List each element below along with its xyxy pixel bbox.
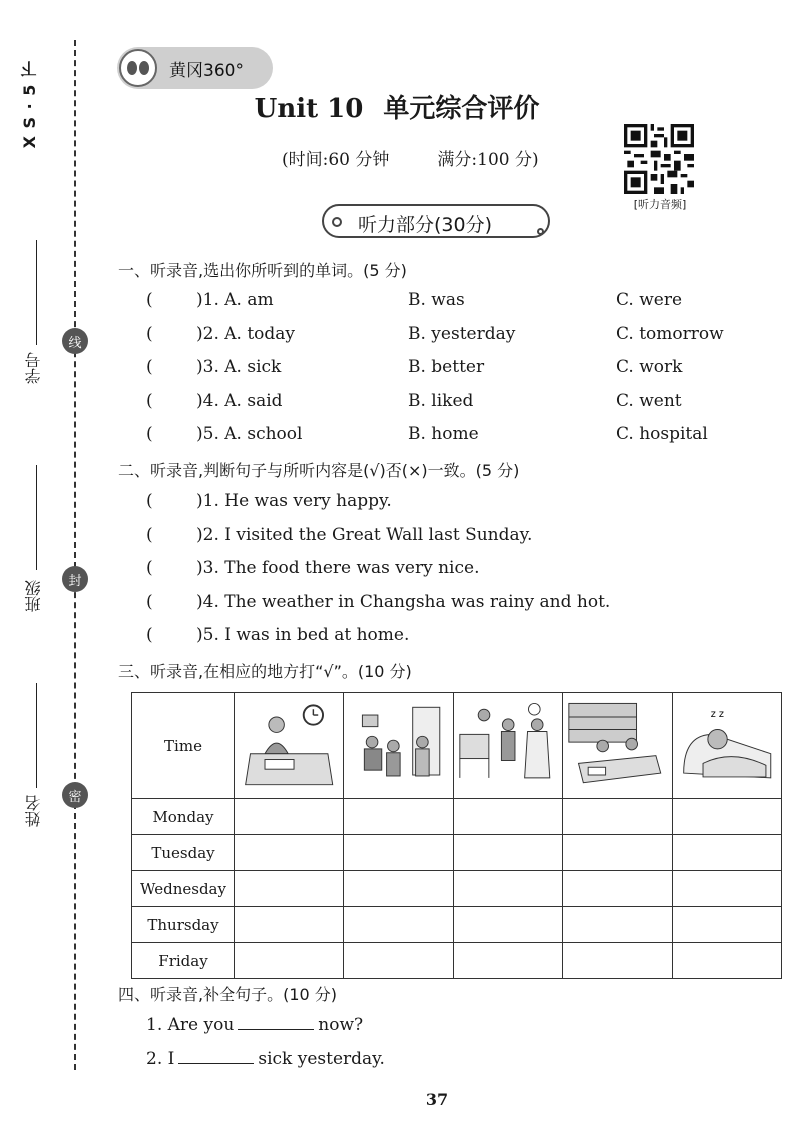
- day-label: Friday: [132, 943, 235, 979]
- part1-heading: 一、听录音,选出你所听到的单词。(5 分): [118, 261, 407, 280]
- listening-section-banner: [322, 204, 550, 238]
- option-c: C. went: [616, 391, 682, 411]
- seal-line-mark: 线: [62, 328, 88, 354]
- table-row: [132, 943, 782, 979]
- option-a: )3. A. sick: [196, 357, 282, 377]
- option-c: C. were: [616, 290, 683, 310]
- part2-heading: 二、听录音,判断句子与所听内容是(√)否(×)一致。(5 分): [118, 461, 520, 480]
- check-cell[interactable]: [563, 871, 672, 907]
- exam-info: [282, 145, 539, 170]
- table-row: [132, 871, 782, 907]
- answer-bracket-open[interactable]: (: [146, 491, 153, 511]
- answer-blank[interactable]: [178, 1049, 254, 1064]
- student-id-line[interactable]: [36, 240, 37, 345]
- brand-badge: [117, 47, 273, 89]
- hospital-visit-icon: [455, 694, 561, 797]
- sentence-start: 1. Are you: [146, 1015, 235, 1035]
- option-a: )4. A. said: [196, 391, 283, 411]
- class-line[interactable]: [36, 465, 37, 570]
- check-cell[interactable]: [235, 799, 344, 835]
- answer-bracket-open[interactable]: (: [146, 290, 153, 310]
- unit-label: Unit 10: [254, 94, 364, 124]
- statement-text: )1. He was very happy.: [196, 491, 392, 511]
- check-cell[interactable]: [235, 835, 344, 871]
- day-label: Thursday: [132, 907, 235, 943]
- check-cell[interactable]: [672, 907, 781, 943]
- girl-at-desk-icon: [236, 694, 342, 797]
- check-cell[interactable]: [344, 943, 453, 979]
- page-number: 37: [425, 1090, 449, 1109]
- option-a: )5. A. school: [196, 424, 303, 444]
- picture-girl-at-desk: [235, 693, 344, 799]
- option-b: B. yesterday: [408, 324, 516, 344]
- check-cell[interactable]: [344, 871, 453, 907]
- answer-bracket-open[interactable]: (: [146, 525, 153, 545]
- sentence-start: 2. I: [146, 1049, 175, 1069]
- schedule-table: [131, 692, 782, 979]
- check-cell[interactable]: [453, 799, 562, 835]
- answer-bracket-open[interactable]: (: [146, 625, 153, 645]
- check-cell[interactable]: [672, 943, 781, 979]
- exam-time: (时间:60 分钟: [282, 150, 390, 170]
- check-cell[interactable]: [453, 835, 562, 871]
- option-c: C. hospital: [616, 424, 708, 444]
- check-cell[interactable]: [563, 943, 672, 979]
- check-cell[interactable]: [672, 871, 781, 907]
- check-cell[interactable]: [235, 871, 344, 907]
- option-c: C. tomorrow: [616, 324, 724, 344]
- check-cell[interactable]: [453, 907, 562, 943]
- class-label: 班级: [24, 580, 43, 612]
- banner-dot-icon: [537, 228, 544, 235]
- check-cell[interactable]: [563, 907, 672, 943]
- check-cell[interactable]: [672, 835, 781, 871]
- picture-library-reading: [563, 693, 672, 799]
- sentence-end: now?: [318, 1015, 364, 1035]
- check-cell[interactable]: [235, 943, 344, 979]
- family-at-home-icon: [345, 694, 451, 797]
- picture-sick-in-bed: [672, 693, 781, 799]
- check-cell[interactable]: [344, 907, 453, 943]
- banner-text: 听力部分(30分): [358, 214, 493, 236]
- binding-line: [74, 40, 76, 1070]
- answer-blank[interactable]: [238, 1015, 314, 1030]
- table-row: [132, 835, 782, 871]
- qr-code-icon[interactable]: [624, 124, 694, 194]
- statement-text: )4. The weather in Changsha was rainy and hot.: [196, 592, 611, 612]
- answer-bracket-open[interactable]: (: [146, 391, 153, 411]
- part3-heading: 三、听录音,在相应的地方打“√”。(10 分): [118, 662, 412, 681]
- answer-bracket-open[interactable]: (: [146, 357, 153, 377]
- check-cell[interactable]: [563, 835, 672, 871]
- option-c: C. work: [616, 357, 683, 377]
- check-cell[interactable]: [235, 907, 344, 943]
- check-cell[interactable]: [563, 799, 672, 835]
- day-label: Wednesday: [132, 871, 235, 907]
- option-a: )2. A. today: [196, 324, 296, 344]
- answer-bracket-open[interactable]: (: [146, 592, 153, 612]
- picture-family-at-home: [344, 693, 453, 799]
- sick-in-bed-icon: [674, 694, 780, 797]
- table-header-row: [132, 693, 782, 799]
- option-b: B. better: [408, 357, 485, 377]
- svg-text:z z: z z: [710, 708, 724, 720]
- brand-logo-icon: [119, 49, 157, 87]
- statement-text: )3. The food there was very nice.: [196, 558, 480, 578]
- name-label: 姓名: [24, 795, 43, 827]
- exam-score: 满分:100 分): [437, 150, 539, 170]
- check-cell[interactable]: [344, 835, 453, 871]
- answer-bracket-open[interactable]: (: [146, 324, 153, 344]
- option-a: )1. A. am: [196, 290, 274, 310]
- day-label: Tuesday: [132, 835, 235, 871]
- student-id-label: 学号: [24, 352, 43, 384]
- statement-text: )5. I was in bed at home.: [196, 625, 410, 645]
- title-text: 单元综合评价: [383, 94, 540, 124]
- sentence-end: sick yesterday.: [258, 1049, 385, 1069]
- check-cell[interactable]: [672, 799, 781, 835]
- check-cell[interactable]: [453, 943, 562, 979]
- statement-text: )2. I visited the Great Wall last Sunday.: [196, 525, 533, 545]
- check-cell[interactable]: [344, 799, 453, 835]
- series-code: X S · 5 下: [20, 60, 39, 149]
- option-b: B. liked: [408, 391, 474, 411]
- answer-bracket-open[interactable]: (: [146, 558, 153, 578]
- table-row: [132, 907, 782, 943]
- time-header: Time: [132, 693, 235, 799]
- seal-seal-mark: 封: [62, 566, 88, 592]
- brand-name: 黄冈360°: [169, 61, 244, 81]
- banner-dot-icon: [332, 217, 342, 227]
- picture-hospital-visit: [453, 693, 562, 799]
- library-reading-icon: [564, 694, 670, 797]
- table-row: [132, 799, 782, 835]
- check-cell[interactable]: [453, 871, 562, 907]
- day-label: Monday: [132, 799, 235, 835]
- page-title: [0, 88, 794, 125]
- qr-caption: [听力音频]: [633, 198, 687, 211]
- name-line[interactable]: [36, 683, 37, 788]
- part4-heading: 四、听录音,补全句子。(10 分): [118, 985, 338, 1004]
- answer-bracket-open[interactable]: (: [146, 424, 153, 444]
- option-b: B. was: [408, 290, 465, 310]
- option-b: B. home: [408, 424, 479, 444]
- seal-secret-mark: 密: [62, 782, 88, 808]
